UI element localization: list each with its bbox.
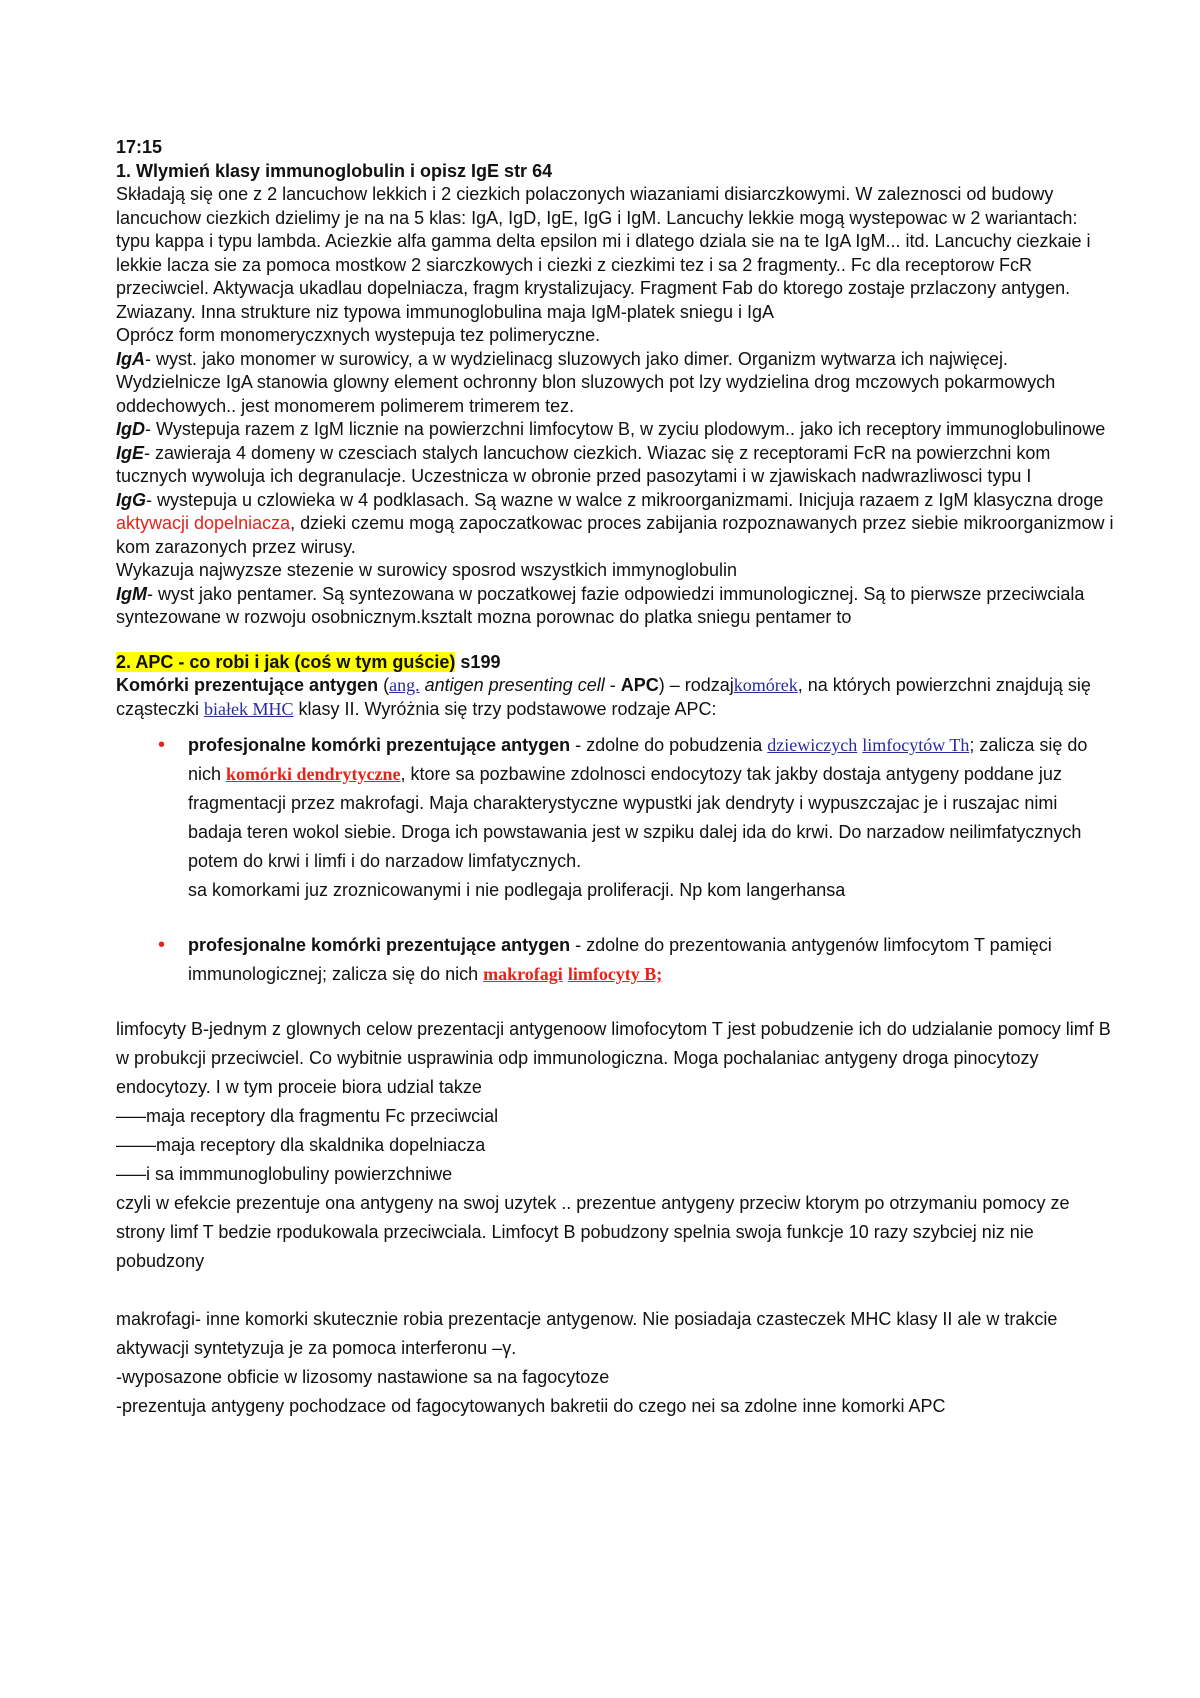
apc-intro-mid: ) – rodzaj (658, 675, 734, 695)
bullet1-term: profesjonalne komórki prezentujące antygen (188, 735, 571, 755)
q1-paragraph-1: Składają się one z 2 lancuchow lekkich i 2 ciezkich polaczonych wiazaniami disiarczkowymi. W zaleznosci od budowy lancuchow ciezkich dzielimy je na na 5 klas: IgA, IgD, IgE, IgG i IgM. Lancuchy lekkie mogą wystepowac w 2 wariantach: typu kappa i typu lambda. Aciezkie alfa gamma delta epsilon mi i dlatego dziala sie na te IgA IgM... itd. Lancuchy ciezkaie i lekkie lacza sie za pomoca mostkow 2 siarczkowych i ciezki z ciezkimi tez i sa 2 fragmenty.. Fc dla receptorow FcR przeciwciel. Aktywacja ukadlau dopelniacza, fragm krystalizujacy. Fragment Fab do ktorego zostaje przlaczony antygen. Zwiazany. Inna strukture niz typowa immunoglobulina maja IgM-platek sniegu i IgA (116, 184, 1091, 322)
ige-text: - zawieraja 4 domeny w czesciach stalych lancuchow ciezkich. Wiazac się z receptorami FcR na powierzchni kom tucznych wywoluja ich degranulacje. Uczestnicza w obronie przed pasozytami i w zjawiskach nadwrazliwosci typu I (116, 442, 1051, 486)
apc-intro-dash: - (604, 675, 621, 695)
notes-para-5: czyli w efekcie prezentuje ona antygeny na swoj uzytek .. prezentue antygeny przeciw ktorym po otrzymaniu pomocy ze strony limf T bedzie rpodukowala przeciwciala. Limfocyt B pobudzony spelnia swoja funkcje 10 razy szybciej niz nie pobudzony (116, 1193, 1070, 1271)
igg-label: IgG (116, 489, 146, 510)
igg-red-text: aktywacji dopelniacza (116, 513, 291, 533)
notes-line-8: -prezentuja antygeny pochodzace od fagocytowanych bakretii do czego nei sa zdolne inne komorki APC (116, 1396, 946, 1416)
bullet1-text-4: sa komorkami juz zroznicowanymi i nie podlegaja proliferacji. Np kom langerhansa (188, 880, 846, 900)
igg-extra: Wykazuja najwyzsze stezenie w surowicy sposrod wszystkich immynoglobulin (116, 560, 738, 580)
q2-page-ref: s199 (455, 651, 501, 672)
bullet-icon: • (158, 934, 166, 956)
bullet2-text-1: - zdolne do prezentowania antygenów limfocytom T pamięci immunologicznej; zalicza się do nich (188, 935, 1052, 984)
apc-intro-paren: ( (378, 675, 390, 695)
apc-intro-mid2: , na których powierzchni znajdują się cząsteczki (116, 675, 1091, 719)
ang-link[interactable]: ang. (389, 675, 420, 695)
igg-text-1: - wystepuja u czlowieka w 4 podklasach. Są wazne w walce z mikroorganizmami. Inicjuja razaem z IgM klasyczna droge (146, 489, 1104, 510)
ige-label: IgE (116, 442, 145, 463)
spacer (116, 1276, 1116, 1305)
igm-text: - wyst jako pentamer. Są syntezowana w poczatkowej fazie odpowiedzi immunologicznej. Są to pierwsze przeciwciala syntezowane w rozwoju osobnicznym.ksztalt mozna porownac do platka sniegu pentamer to (116, 583, 1085, 627)
apc-notes (116, 1015, 1116, 1421)
notes-line-3: ––––maja receptory dla skaldnika dopelniacza (116, 1135, 486, 1155)
limfocyty-b-link[interactable]: limfocyty B; (567, 964, 663, 984)
limfocytow-th-link[interactable]: limfocytów Th (862, 735, 970, 755)
igg-text-2: , dzieki czemu mogą zapoczatkowac proces zabijania rozpoznawanych przez siebie mikroorganizmow i kom zarazonych przez wirusy. (116, 513, 1114, 557)
igd-text: - Wystepuja razem z IgM licznie na powierzchni limfocytow B, w zyciu plodowym.. jako ich receptory immunoglobulinowe (145, 419, 1106, 439)
igd-paragraph (116, 418, 1116, 442)
iga-paragraph (116, 348, 1116, 419)
dendritic-cells-link[interactable]: komórki dendrytyczne (226, 764, 401, 784)
bullet1-text-1: - zdolne do pobudzenia (570, 735, 768, 755)
document-page (116, 136, 1116, 1421)
bullet2-term: profesjonalne komórki prezentujące antygen (188, 935, 571, 955)
apc-intro-term: Komórki prezentujące antygen (116, 675, 379, 695)
q2-heading: 2. APC - co robi i jak (coś w tym guście) (116, 651, 456, 672)
q1-paragraph-2: Oprócz form monomeryczxnych wystepuja tez polimeryczne. (116, 325, 601, 345)
list-item (158, 731, 1116, 905)
dziewiczych-link[interactable]: dziewiczych (767, 735, 858, 755)
notes-line-2: –––maja receptory dla fragmentu Fc przeciwcial (116, 1106, 499, 1126)
list-item (158, 931, 1116, 989)
apc-intro-english: antigen presenting cell (419, 675, 605, 695)
makrofagi-link[interactable]: makrofagi (483, 964, 563, 984)
apc-intro (116, 674, 1116, 721)
igd-label: IgD (116, 419, 145, 439)
ige-paragraph (116, 442, 1116, 489)
notes-para-6: makrofagi- inne komorki skutecznie robia prezentacje antygenow. Nie posiadaja czasteczek MHC klasy II ale w trakcie aktywacji syntetyzuja je za pomoca interferonu –γ. (116, 1309, 1058, 1358)
q2-heading-line (116, 651, 1116, 675)
apc-list (116, 731, 1116, 989)
igm-label: IgM (116, 583, 147, 604)
bullet-icon: • (158, 734, 166, 756)
igg-paragraph (116, 489, 1116, 560)
notes-line-4: –––i sa immmunoglobuliny powierzchniwe (116, 1164, 453, 1184)
iga-label: IgA (116, 348, 145, 369)
bullet1-text-2: ; zalicza się do nich (188, 735, 1088, 784)
iga-text: - wyst. jako monomer w surowicy, a w wydzielinacg sluzowych jako dimer. Organizm wytwarza ich najwięcej. Wydzielnicze IgA stanowia glowny element ochronny blon sluzowych pot lzy wydzielina drog mczowych pokarmowych oddechowych.. jest monomerem polimerem trimerem tez. (116, 348, 1056, 416)
mhc-link[interactable]: białek MHC (204, 698, 294, 719)
q1-heading: 1. Wlymień klasy immunoglobulin i opisz IgE str 64 (116, 160, 553, 181)
bullet1-text-3: , ktore sa pozbawine zdolnosci endocytozy tak jakby dostaja antygeny poddane juz fragmentacji przez makrofagi. Maja charakterystyczne wypustki jak dendryty i wypuszczajac je i ruszajac nimi badaja teren wokol siebie. Droga ich powstawania jest w szpiku dalej ida do krwi. Do narzadow neilimfatycznych potem do krwi i limfi i do narzadow limfatycznych. (188, 764, 1082, 871)
notes-para-1: limfocyty B-jednym z glownych celow prezentacji antygenoow limofocytom T jest pobudzenie ich do udzialanie pomocy limf B w probukcji przeciwciel. Co wybitnie usprawinia odp immunologiczna. Moga pochalaniac antygeny droga pinocytozy endocytozy. I w tym proceie biora udzial takze (116, 1019, 1111, 1097)
apc-intro-end: klasy II. Wyróżnia się trzy podstawowe rodzaje APC: (293, 698, 717, 719)
komorek-link[interactable]: komórek (733, 675, 798, 695)
apc-abbrev: APC (620, 675, 659, 695)
notes-line-7: -wyposazone obficie w lizosomy nastawione sa na fagocytoze (116, 1367, 610, 1387)
time-heading: 17:15 (116, 137, 163, 157)
igm-paragraph (116, 583, 1116, 630)
